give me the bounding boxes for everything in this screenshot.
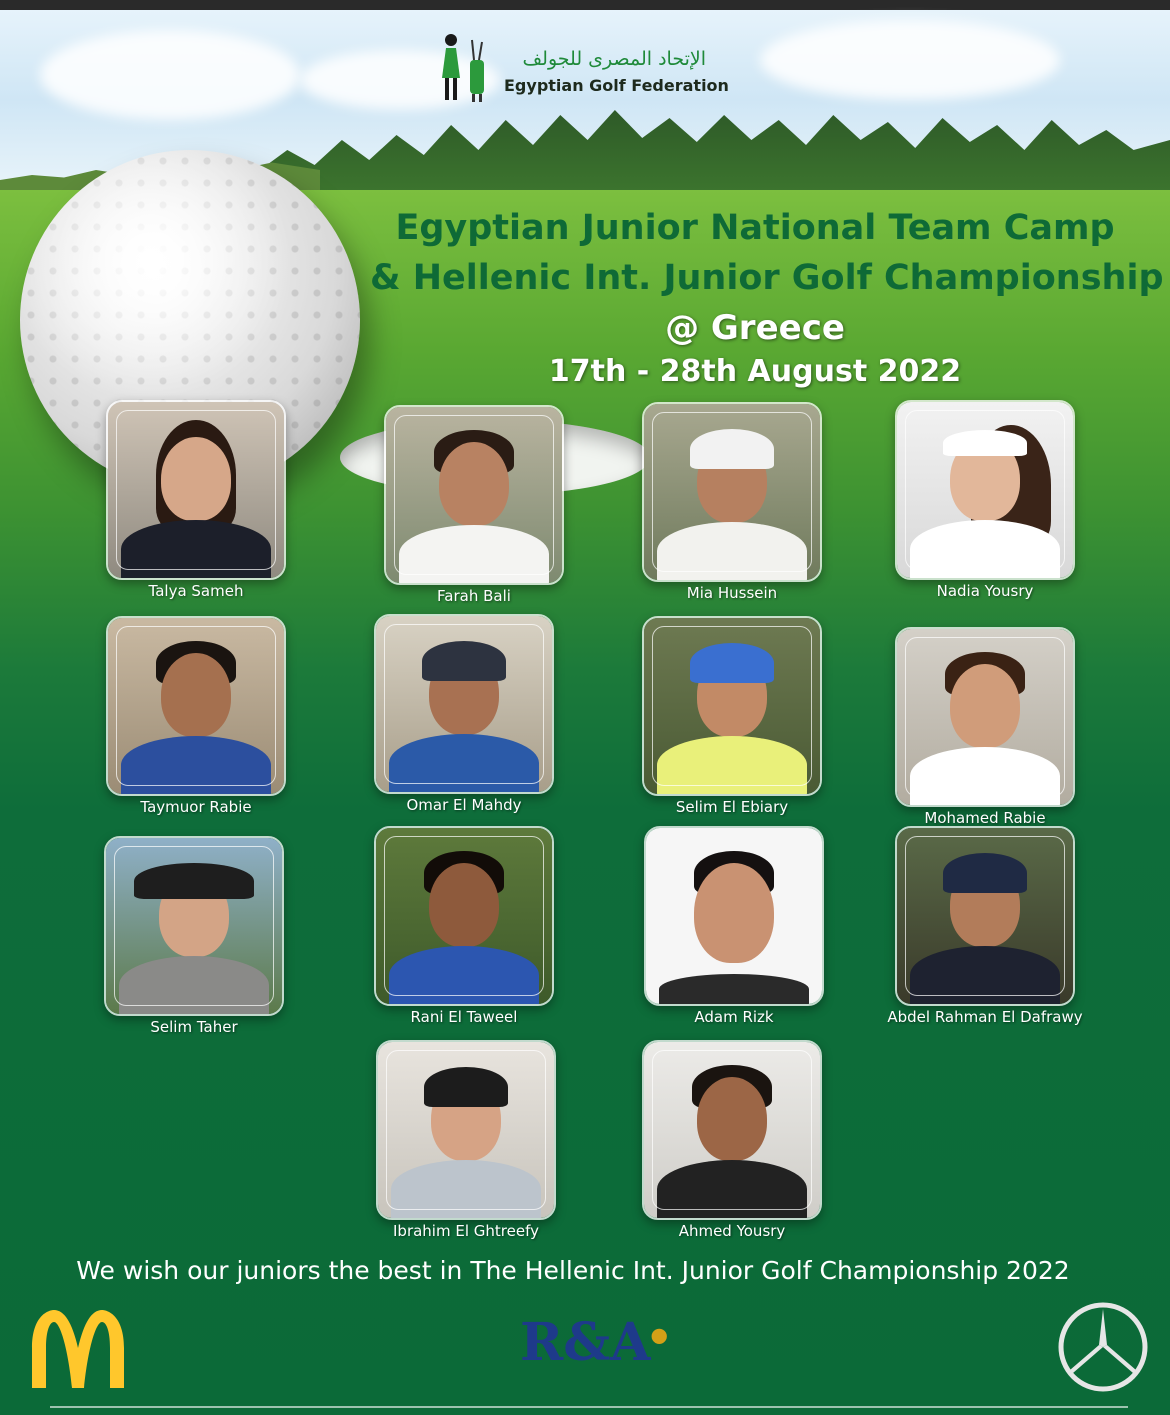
player-photo (895, 627, 1075, 807)
footer-divider (50, 1406, 1128, 1408)
player-name: Ibrahim El Ghtreefy (393, 1222, 539, 1240)
player-photo (384, 405, 564, 585)
player-photo (895, 826, 1075, 1006)
player-name: Taymuor Rabie (140, 798, 252, 816)
player-name: Talya Sameh (148, 582, 244, 600)
player-photo (106, 400, 286, 580)
headline-line-1: Egyptian Junior National Team Camp (395, 208, 1115, 248)
player-photo (642, 1040, 822, 1220)
mcdonalds-logo-icon (28, 1308, 128, 1390)
player-photo (374, 826, 554, 1006)
player-photo (895, 400, 1075, 580)
player-name: Selim El Ebiary (675, 798, 789, 816)
federation-name-english: Egyptian Golf Federation (504, 76, 729, 95)
headline-dates: 17th - 28th August 2022 (548, 354, 962, 389)
player-name: Mohamed Rabie (924, 809, 1046, 827)
federation-figure-icon (436, 30, 496, 105)
player-photo (376, 1040, 556, 1220)
player-name: Adam Rizk (694, 1008, 774, 1026)
federation-logo (436, 30, 729, 110)
headline-location: @ Greece (665, 308, 845, 348)
player-photo (642, 616, 822, 796)
mercedes-benz-logo-icon (1056, 1300, 1150, 1394)
player-name: Omar El Mahdy (406, 796, 522, 814)
player-name: Ahmed Yousry (678, 1222, 786, 1240)
headline-line-2: & Hellenic Int. Junior Golf Championship (370, 258, 1164, 298)
player-name: Farah Bali (437, 587, 511, 605)
player-name: Abdel Rahman El Dafrawy (887, 1008, 1083, 1026)
player-photo (642, 402, 822, 582)
federation-name-arabic: الإتحاد المصرى للجولف (522, 48, 706, 70)
player-photo (374, 614, 554, 794)
top-bar (0, 0, 1170, 10)
player-name: Selim Taher (150, 1018, 238, 1036)
footer-message: We wish our juniors the best in The Hellenic Int. Junior Golf Championship 2022 (76, 1256, 1070, 1285)
player-name: Nadia Yousry (936, 582, 1034, 600)
ra-logo-dot-icon: ● (650, 1322, 668, 1347)
player-name: Mia Hussein (686, 584, 778, 602)
player-name: Rani El Taweel (410, 1008, 518, 1026)
player-photo (104, 836, 284, 1016)
player-photo (106, 616, 286, 796)
player-photo (644, 826, 824, 1006)
ra-logo-text: R&A (520, 1312, 651, 1373)
ra-logo (520, 1312, 668, 1373)
